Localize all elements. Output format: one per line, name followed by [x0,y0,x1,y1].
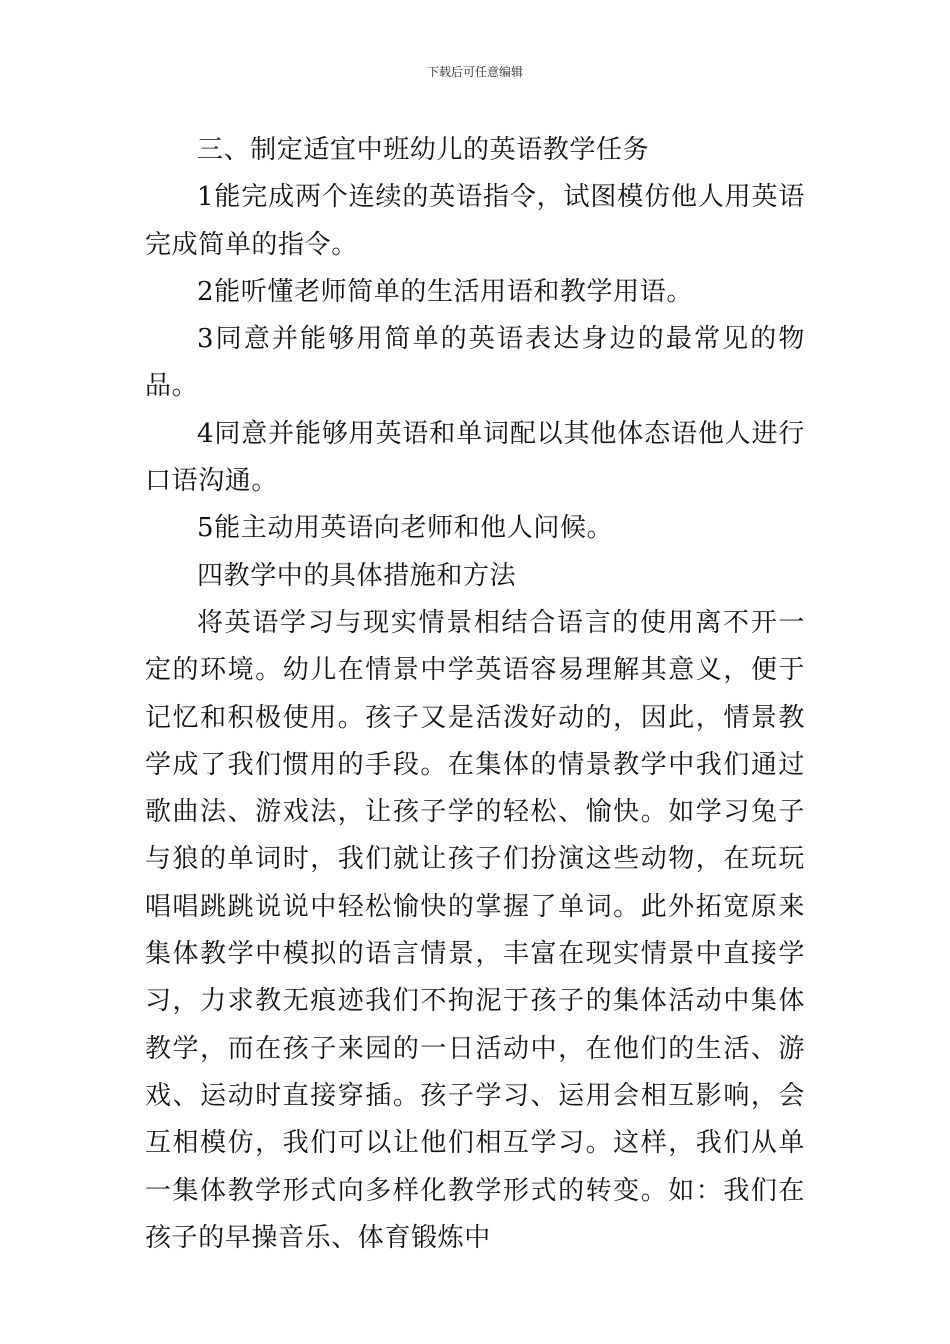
section-heading-3: 三、制定适宜中班幼儿的英语教学任务 [197,135,650,165]
page-header: 下载后可任意编辑 [426,65,523,79]
task-item-4: 4同意并能够用英语和单词配以其他体态语他人进行口语沟通。 [145,418,805,497]
task-item-3: 3同意并能够用简单的英语表达身边的最常见的物品。 [145,324,805,402]
section-heading-4: 四教学中的具体措施和方法 [197,560,517,591]
task-item-1: 1能完成两个连续的英语指令，试图模仿他人用英语完成简单的指令。 [145,182,805,260]
task-item-5: 5能主动用英语向老师和他人问候。 [197,513,614,544]
document-body [145,127,805,1262]
body-paragraph: 将英语学习与现实情景相结合语言的使用离不开一定的环境。幼儿在情景中学英语容易理解其意义，便于记忆和积极使用。孩子又是活泼好动的，因此，情景教学成了我们惯用的手段。在集体的情景教学中我们通过歌曲法、游戏法，让孩子学的轻松、愉快。如学习兔子与狼的单词时，我们就让孩子们扮演这些动物，在玩玩唱唱跳跳说说中轻松愉快的掌握了单词。此外拓宽原来集体教学中模拟的语言情景，丰富在现实情景中直接学习，力求教无痕迹我们不拘泥于孩子的集体活动中集体教学，而在孩子来园的一日活动中，在他们的生活、游戏、运动时直接穿插。孩子学习、运用会相互影响，会互相模仿，我们可以让他们相互学习。这样，我们从单一集体教学形式向多样化教学形式的转变。如：我们在孩子的早操音乐、体育锻炼中 [145,607,805,1253]
task-item-2: 2能听懂老师简单的生活用语和教学用语。 [197,276,693,307]
